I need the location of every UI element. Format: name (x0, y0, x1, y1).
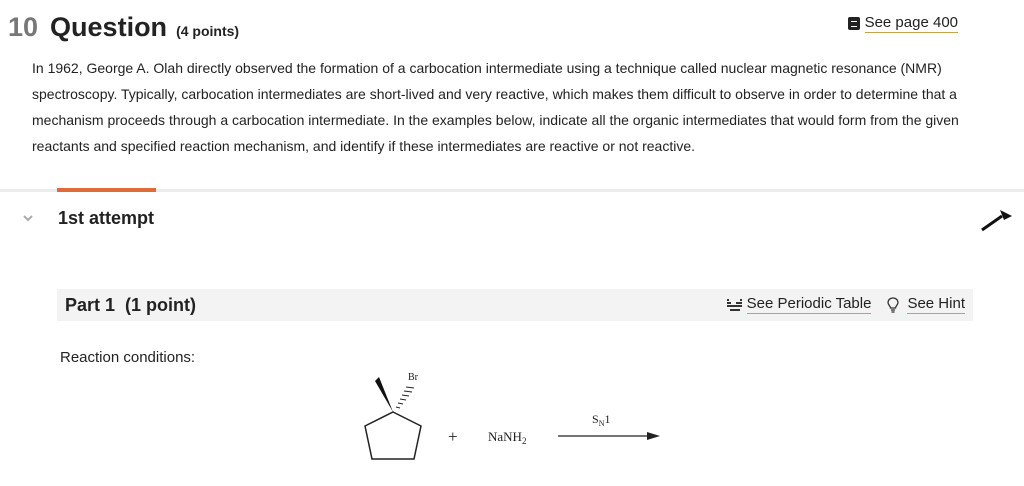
chevron-down-icon[interactable] (22, 212, 34, 224)
attempt-tab-indicator[interactable] (57, 188, 156, 192)
question-points: (4 points) (176, 23, 240, 39)
part-header (57, 289, 973, 321)
see-page-label[interactable]: See page 400 (864, 14, 958, 31)
book-icon (848, 17, 860, 30)
reaction-scheme (340, 360, 700, 480)
see-hint-link[interactable] (887, 295, 965, 314)
lightbulb-icon (887, 297, 899, 313)
attempt-label[interactable]: 1st attempt (58, 208, 155, 228)
question-number: 10 (8, 12, 39, 42)
reagent-formula: NaNH (488, 429, 522, 444)
pin-icon[interactable] (978, 206, 1014, 234)
mechanism-s: S (592, 412, 599, 426)
part-links (711, 295, 965, 314)
part-points: (1 point) (125, 295, 197, 315)
mechanism-label (592, 412, 610, 428)
reagent-label (488, 429, 526, 446)
question-body: In 1962, George A. Olah directly observed the formation of a carbocation intermediate using a technique called nuclear magnetic resonance (NMR) spectroscopy. Typically, carbocation intermediates are short-lived and very reactive, which makes them difficult to observe in order to determine that a mechanism proceeds through a carbocation intermediate. In the examples below, indicate all the organic intermediates that would form from the given reactants and specified reaction mechanism, and identify if these intermediates are reactive or not reactive. (32, 60, 959, 154)
reaction-arrow (558, 432, 660, 440)
mechanism-order: 1 (604, 412, 611, 426)
see-periodic-table-link[interactable] (727, 295, 872, 314)
see-hint-label[interactable]: See Hint (907, 295, 965, 312)
reagent-subscript: 2 (521, 436, 527, 446)
periodic-table-icon (727, 299, 742, 311)
question-header (8, 12, 239, 43)
plus-sign: + (448, 427, 458, 446)
question-title: Question (50, 12, 168, 42)
see-page-link[interactable] (848, 14, 958, 33)
part-title (65, 295, 196, 316)
mechanism-n: N (598, 419, 605, 428)
part-label: Part 1 (65, 295, 116, 315)
see-periodic-table-label[interactable]: See Periodic Table (746, 295, 872, 312)
bromine-label: Br (408, 372, 418, 383)
cyclopentane-structure (365, 372, 421, 459)
reaction-conditions-label: Reaction conditions: (60, 349, 196, 366)
